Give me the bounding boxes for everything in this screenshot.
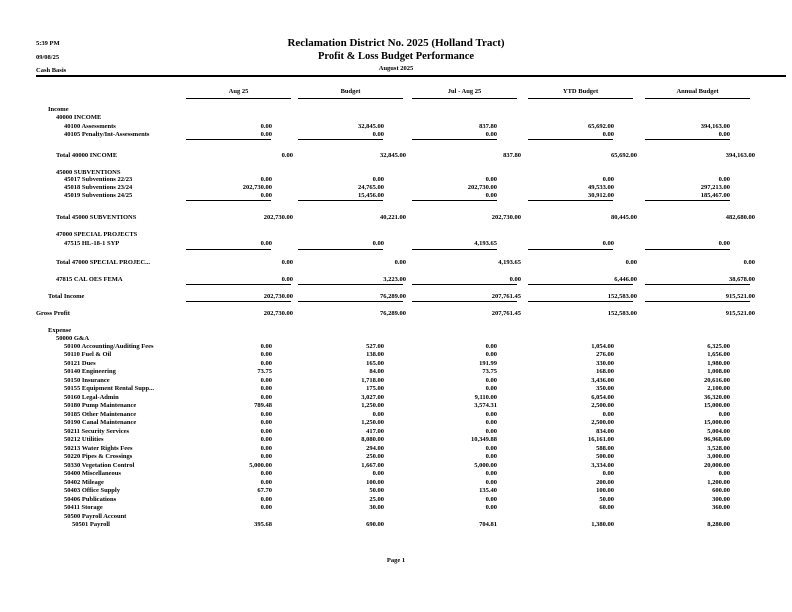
cell-value: 202,730.00 — [263, 293, 293, 300]
cell-value: 500.00 — [596, 453, 614, 460]
cell-value: 0.00 — [260, 453, 272, 460]
cell-value: 0.00 — [485, 470, 497, 477]
cell-value: 38,678.00 — [729, 276, 755, 283]
cell-value: 16,161.00 — [588, 436, 614, 443]
cell-value: 96,968.00 — [704, 436, 730, 443]
cell-value: 1,008.00 — [707, 368, 730, 375]
cell-value: 6,325.00 — [707, 343, 730, 350]
table-row — [0, 419, 792, 427]
column-header: Annual Budget — [676, 88, 719, 95]
subtotal-underline — [186, 249, 271, 250]
cell-value: 690.00 — [366, 521, 384, 528]
cell-value: 84.00 — [369, 368, 384, 375]
row-label: Total 47000 SPECIAL PROJEC... — [56, 259, 151, 266]
cell-value: 1,667.00 — [361, 462, 384, 469]
cell-value: 294.00 — [366, 445, 384, 452]
cell-value: 165.00 — [366, 360, 384, 367]
column-header-underline — [645, 98, 750, 99]
cell-value: 65,692.00 — [611, 152, 637, 159]
table-row — [0, 394, 792, 402]
cell-value: 0.00 — [485, 176, 497, 183]
cell-value: 40,221.00 — [380, 214, 406, 221]
row-label: 50185 Other Maintenance — [64, 411, 137, 418]
cell-value: 915,521.00 — [725, 310, 755, 317]
row-label: 50212 Utilities — [64, 436, 104, 443]
cell-value: 32,845.00 — [380, 152, 406, 159]
cell-value: 100.00 — [366, 479, 384, 486]
table-row — [0, 487, 792, 495]
column-header: Budget — [340, 88, 361, 95]
total-row — [0, 152, 792, 160]
cell-value: 0.00 — [260, 360, 272, 367]
table-row — [0, 470, 792, 478]
row-label: 50330 Vegetation Control — [64, 462, 135, 469]
cell-value: 0.00 — [372, 240, 384, 247]
cell-value: 24,765.00 — [358, 184, 384, 191]
subtotal-underline — [298, 249, 383, 250]
cell-value: 330.00 — [596, 360, 614, 367]
table-row — [0, 368, 792, 376]
row-label: 50150 Insurance — [64, 377, 110, 384]
cell-value: 0.00 — [602, 240, 614, 247]
cell-value: 0.00 — [602, 176, 614, 183]
cell-value: 0.00 — [718, 131, 730, 138]
table-row — [0, 496, 792, 504]
total-row — [0, 276, 792, 284]
row-label: 50211 Security Services — [64, 428, 129, 435]
subtotal-underline — [528, 139, 613, 140]
cell-value: 9,110.00 — [474, 394, 497, 401]
cell-value: 0.00 — [260, 176, 272, 183]
row-label: 40105 Penalty/Int-Assessments — [64, 131, 150, 138]
cell-value: 394,163.00 — [725, 152, 755, 159]
cell-value: 4,193.65 — [474, 240, 497, 247]
cell-value: 60.00 — [599, 504, 614, 511]
row-label: 50190 Canal Maintenance — [64, 419, 137, 426]
report-time: 5:39 PM — [36, 40, 60, 47]
subtotal-underline — [186, 301, 291, 302]
total-row — [0, 293, 792, 301]
cell-value: 1,054.00 — [591, 343, 614, 350]
cell-value: 0.00 — [485, 131, 497, 138]
cell-value: 0.00 — [281, 276, 293, 283]
subtotal-underline — [645, 284, 750, 285]
cell-value: 3,436.00 — [591, 377, 614, 384]
cell-value: 0.00 — [718, 176, 730, 183]
row-label: Income — [48, 106, 69, 113]
row-label: 50411 Storage — [64, 504, 103, 511]
cell-value: 834.00 — [596, 428, 614, 435]
page-number: Page 1 — [386, 557, 406, 564]
cell-value: 200.00 — [596, 479, 614, 486]
cell-value: 3,528.00 — [707, 445, 730, 452]
cell-value: 207,761.45 — [491, 293, 521, 300]
cell-value: 0.00 — [260, 504, 272, 511]
cell-value: 50.00 — [369, 487, 384, 494]
cell-value: 0.00 — [602, 131, 614, 138]
cell-value: 1,250.00 — [361, 419, 384, 426]
subtotal-underline — [412, 139, 497, 140]
cell-value: 0.00 — [372, 176, 384, 183]
subtotal-underline — [298, 139, 383, 140]
row-label: 50000 G&A — [56, 335, 90, 342]
cell-value: 0.00 — [260, 351, 272, 358]
cell-value: 0.00 — [281, 152, 293, 159]
cell-value: 0.00 — [718, 240, 730, 247]
cell-value: 10,349.88 — [471, 436, 497, 443]
row-label: 47815 CAL OES FEMA — [56, 276, 123, 283]
cell-value: 25.00 — [369, 496, 384, 503]
subtotal-underline — [412, 200, 497, 201]
row-label: 50110 Fuel & Oil — [64, 351, 112, 358]
column-header-underline — [298, 98, 403, 99]
cell-value: 0.00 — [509, 276, 521, 283]
cell-value: 0.00 — [260, 445, 272, 452]
row-label: 40000 INCOME — [56, 114, 102, 121]
table-row — [0, 192, 792, 200]
cell-value: 67.70 — [257, 487, 272, 494]
table-row — [0, 385, 792, 393]
cell-value: 2,500.00 — [591, 402, 614, 409]
cell-value: 3,223.00 — [383, 276, 406, 283]
company-name: Reclamation District No. 2025 (Holland Tract) — [287, 37, 505, 49]
subtotal-underline — [412, 284, 517, 285]
cell-value: 0.00 — [260, 192, 272, 199]
cell-value: 138.00 — [366, 351, 384, 358]
subtotal-underline — [528, 249, 613, 250]
cell-value: 5,000.00 — [474, 462, 497, 469]
cell-value: 8,080.00 — [361, 436, 384, 443]
cell-value: 300.00 — [712, 496, 730, 503]
cell-value: 0.00 — [260, 479, 272, 486]
cell-value: 2,500.00 — [591, 419, 614, 426]
subtotal-underline — [298, 284, 403, 285]
cell-value: 1,656.00 — [707, 351, 730, 358]
cell-value: 15,456.00 — [358, 192, 384, 199]
cell-value: 0.00 — [718, 470, 730, 477]
cell-value: 3,027.00 — [361, 394, 384, 401]
cell-value: 3,334.00 — [591, 462, 614, 469]
row-label: 50140 Engineering — [64, 368, 116, 375]
cell-value: 297,213.00 — [700, 184, 730, 191]
cell-value: 50.00 — [599, 496, 614, 503]
cell-value: 0.00 — [260, 428, 272, 435]
cell-value: 0.00 — [260, 385, 272, 392]
subtotal-underline — [528, 284, 633, 285]
cell-value: 76,289.00 — [380, 310, 406, 317]
cell-value: 1,980.00 — [707, 360, 730, 367]
cell-value: 3,574.31 — [474, 402, 497, 409]
cell-value: 395.68 — [254, 521, 272, 528]
total-row — [0, 259, 792, 267]
table-row — [0, 184, 792, 192]
table-row — [0, 462, 792, 470]
row-label: 50501 Payroll — [72, 521, 110, 528]
section-row — [0, 231, 792, 239]
column-header-underline — [528, 98, 633, 99]
cell-value: 0.00 — [743, 259, 755, 266]
cell-value: 0.00 — [485, 428, 497, 435]
cell-value: 76,289.00 — [380, 293, 406, 300]
cell-value: 0.00 — [485, 343, 497, 350]
cell-value: 202,730.00 — [242, 184, 272, 191]
cell-value: 15,000.00 — [704, 419, 730, 426]
row-label: 50403 Office Supply — [64, 487, 120, 494]
cell-value: 350.00 — [596, 385, 614, 392]
row-label: 50402 Mileage — [64, 479, 104, 486]
row-label: 45017 Subventions 22/23 — [64, 176, 133, 183]
header-rule — [36, 75, 786, 77]
cell-value: 915,521.00 — [725, 293, 755, 300]
table-row — [0, 351, 792, 359]
cell-value: 0.00 — [602, 411, 614, 418]
cell-value: 789.48 — [254, 402, 272, 409]
subtotal-underline — [645, 139, 730, 140]
cell-value: 0.00 — [485, 419, 497, 426]
cell-value: 0.00 — [485, 411, 497, 418]
cell-value: 0.00 — [372, 470, 384, 477]
column-header: Aug 25 — [228, 88, 249, 95]
column-header-underline — [186, 98, 291, 99]
cell-value: 1,200.00 — [707, 479, 730, 486]
cell-value: 202,730.00 — [263, 310, 293, 317]
table-row — [0, 343, 792, 351]
cell-value: 36,320.00 — [704, 394, 730, 401]
table-row — [0, 402, 792, 410]
cell-value: 0.00 — [485, 377, 497, 384]
row-label: 40100 Assessments — [64, 123, 116, 130]
cell-value: 0.00 — [718, 411, 730, 418]
cell-value: 0.00 — [372, 411, 384, 418]
row-label: 50500 Payroll Account — [64, 513, 127, 520]
cell-value: 3,000.00 — [707, 453, 730, 460]
row-label: Total Income — [48, 293, 85, 300]
cell-value: 0.00 — [260, 240, 272, 247]
cell-value: 2,100.00 — [707, 385, 730, 392]
row-label: Total 45000 SUBVENTIONS — [56, 214, 137, 221]
table-row — [0, 445, 792, 453]
cell-value: 0.00 — [485, 504, 497, 511]
cell-value: 65,692.00 — [588, 123, 614, 130]
table-row — [0, 428, 792, 436]
row-label: 50155 Equipment Rental Supp... — [64, 385, 154, 392]
cell-value: 0.00 — [485, 192, 497, 199]
cell-value: 4,193.65 — [498, 259, 521, 266]
row-label: 47000 SPECIAL PROJECTS — [56, 231, 138, 238]
cell-value: 100.00 — [596, 487, 614, 494]
report-title: Profit & Loss Budget Performance — [317, 51, 475, 62]
section-row — [0, 513, 792, 521]
subtotal-underline — [412, 301, 517, 302]
cell-value: 175.00 — [366, 385, 384, 392]
cell-value: 0.00 — [260, 343, 272, 350]
cell-value: 0.00 — [485, 445, 497, 452]
cell-value: 80,445.00 — [611, 214, 637, 221]
cell-value: 360.00 — [712, 504, 730, 511]
row-label: Total 40000 INCOME — [56, 152, 118, 159]
report-basis: Cash Basis — [36, 67, 67, 74]
table-row — [0, 436, 792, 444]
cell-value: 1,250.00 — [361, 402, 384, 409]
cell-value: 0.00 — [260, 470, 272, 477]
total-row — [0, 214, 792, 222]
cell-value: 0.00 — [372, 131, 384, 138]
cell-value: 250.00 — [366, 453, 384, 460]
cell-value: 0.00 — [485, 385, 497, 392]
cell-value: 152,583.00 — [607, 293, 637, 300]
cell-value: 276.00 — [596, 351, 614, 358]
cell-value: 394,163.00 — [700, 123, 730, 130]
cell-value: 417.00 — [366, 428, 384, 435]
section-row — [0, 335, 792, 343]
row-label: 45019 Subventions 24/25 — [64, 192, 133, 199]
cell-value: 30.00 — [369, 504, 384, 511]
table-row — [0, 176, 792, 184]
table-row — [0, 411, 792, 419]
cell-value: 704.81 — [479, 521, 497, 528]
subtotal-underline — [645, 200, 730, 201]
table-row — [0, 479, 792, 487]
table-row — [0, 360, 792, 368]
cell-value: 0.00 — [625, 259, 637, 266]
table-row — [0, 131, 792, 139]
cell-value: 168.00 — [596, 368, 614, 375]
cell-value: 0.00 — [485, 479, 497, 486]
cell-value: 15,000.00 — [704, 402, 730, 409]
cell-value: 202,730.00 — [263, 214, 293, 221]
cell-value: 202,730.00 — [467, 184, 497, 191]
row-label: 47515 HL-18-1 SYP — [64, 240, 120, 247]
cell-value: 527.00 — [366, 343, 384, 350]
cell-value: 6,446.00 — [614, 276, 637, 283]
subtotal-underline — [186, 284, 291, 285]
report-period: August 2025 — [378, 65, 414, 72]
cell-value: 482,680.00 — [725, 214, 755, 221]
column-header: Jul - Aug 25 — [447, 88, 482, 95]
cell-value: 0.00 — [260, 131, 272, 138]
cell-value: 0.00 — [394, 259, 406, 266]
subtotal-underline — [412, 249, 497, 250]
cell-value: 0.00 — [260, 411, 272, 418]
cell-value: 600.00 — [712, 487, 730, 494]
cell-value: 30,912.00 — [588, 192, 614, 199]
row-label: 50180 Pump Maintenance — [64, 402, 137, 409]
cell-value: 0.00 — [260, 419, 272, 426]
row-label: 50220 Pipes & Crossings — [64, 453, 133, 460]
row-label: 45018 Subventions 23/24 — [64, 184, 133, 191]
cell-value: 5,000.00 — [249, 462, 272, 469]
cell-value: 49,533.00 — [588, 184, 614, 191]
cell-value: 202,730.00 — [491, 214, 521, 221]
cell-value: 1,380.00 — [591, 521, 614, 528]
cell-value: 207,761.45 — [491, 310, 521, 317]
cell-value: 32,845.00 — [358, 123, 384, 130]
table-row — [0, 521, 792, 529]
subtotal-underline — [528, 200, 613, 201]
cell-value: 0.00 — [260, 436, 272, 443]
cell-value: 8,280.00 — [707, 521, 730, 528]
column-header: YTD Budget — [562, 88, 599, 95]
report-date: 09/08/25 — [36, 54, 60, 61]
cell-value: 0.00 — [485, 351, 497, 358]
cell-value: 185,467.00 — [700, 192, 730, 199]
row-label: 50213 Water Rights Fees — [64, 445, 133, 452]
cell-value: 73.75 — [482, 368, 497, 375]
table-row — [0, 377, 792, 385]
row-label: 50160 Legal-Admin — [64, 394, 119, 401]
column-header-underline — [412, 98, 517, 99]
cell-value: 20,616.00 — [704, 377, 730, 384]
cell-value: 0.00 — [485, 496, 497, 503]
section-row — [0, 106, 792, 114]
table-row — [0, 453, 792, 461]
cell-value: 0.00 — [260, 496, 272, 503]
cell-value: 0.00 — [485, 453, 497, 460]
row-label: 45000 SUBVENTIONS — [56, 169, 121, 176]
subtotal-underline — [528, 301, 633, 302]
table-row — [0, 504, 792, 512]
cell-value: 0.00 — [260, 377, 272, 384]
row-label: Expense — [48, 327, 72, 334]
row-label: 50400 Miscellaneous — [64, 470, 121, 477]
cell-value: 837.80 — [503, 152, 521, 159]
cell-value: 0.00 — [602, 470, 614, 477]
cell-value: 6,054.00 — [591, 394, 614, 401]
subtotal-underline — [645, 249, 730, 250]
subtotal-underline — [186, 200, 271, 201]
cell-value: 73.75 — [257, 368, 272, 375]
cell-value: 837.80 — [479, 123, 497, 130]
table-row — [0, 240, 792, 248]
total-row — [0, 310, 792, 318]
cell-value: 588.00 — [596, 445, 614, 452]
row-label: Gross Profit — [36, 310, 70, 317]
cell-value: 5,004.00 — [707, 428, 730, 435]
section-row — [0, 114, 792, 122]
section-row — [0, 327, 792, 335]
table-row — [0, 123, 792, 131]
subtotal-underline — [298, 200, 383, 201]
cell-value: 0.00 — [260, 123, 272, 130]
subtotal-underline — [298, 301, 403, 302]
cell-value: 20,000.00 — [704, 462, 730, 469]
subtotal-underline — [186, 139, 271, 140]
cell-value: 191.99 — [479, 360, 497, 367]
subtotal-underline — [645, 301, 750, 302]
cell-value: 152,583.00 — [607, 310, 637, 317]
cell-value: 0.00 — [260, 394, 272, 401]
cell-value: 0.00 — [281, 259, 293, 266]
cell-value: 1,718.00 — [361, 377, 384, 384]
row-label: 50406 Publications — [64, 496, 117, 503]
cell-value: 135.40 — [479, 487, 497, 494]
row-label: 50121 Dues — [64, 360, 96, 367]
row-label: 50100 Accounting/Auditing Fees — [64, 343, 154, 350]
